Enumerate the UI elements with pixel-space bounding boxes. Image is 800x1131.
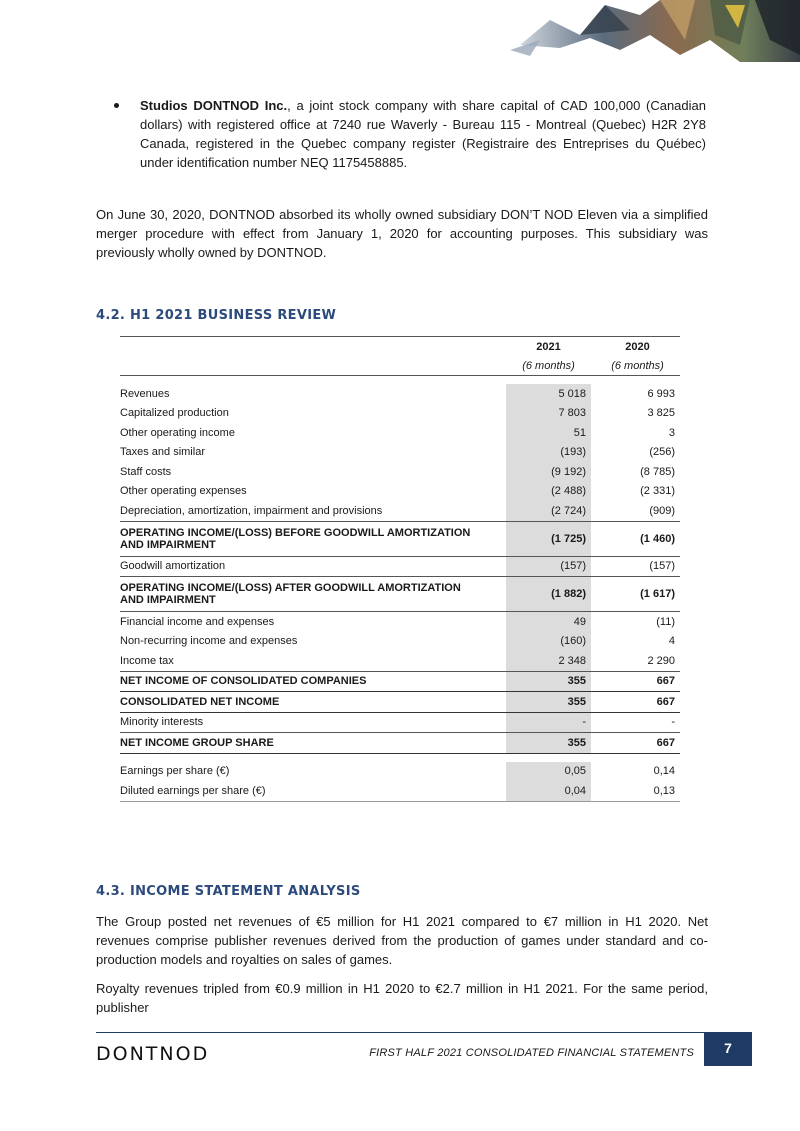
- table-row: Depreciation, amortization, impairment and provisions (2 724) (909): [120, 501, 680, 521]
- table-row: Non-recurring income and expenses (160) 4: [120, 632, 680, 652]
- dontnod-logo: DONTNOD: [96, 1043, 210, 1065]
- table-subheader-row: [120, 356, 680, 376]
- table-row: Financial income and expenses 49 (11): [120, 612, 680, 632]
- income-statement-table: [120, 336, 680, 802]
- table-row: Taxes and similar (193) (256): [120, 443, 680, 463]
- page-number: 7: [704, 1032, 752, 1066]
- royalty-paragraph: Royalty revenues tripled from €0.9 million in H1 2020 to €2.7 million in H1 2021. For the same period, publisher: [96, 981, 708, 1015]
- table-row: Other operating income 51 3: [120, 423, 680, 443]
- header-game-art-banner: [510, 0, 800, 62]
- section-title-income-statement-analysis: 4.3. INCOME STATEMENT ANALYSIS: [96, 884, 361, 899]
- table-row: Goodwill amortization (157) (157): [120, 556, 680, 577]
- table-row: Income tax 2 348 2 290: [120, 651, 680, 671]
- section-title-business-review: 4.2. H1 2021 BUSINESS REVIEW: [96, 308, 337, 323]
- table-row: Other operating expenses (2 488) (2 331): [120, 482, 680, 502]
- bullet-company-name: Studios DONTNOD Inc.: [140, 98, 288, 113]
- col-subheader-2021: (6 months): [506, 356, 591, 376]
- table-row: Diluted earnings per share (€) 0,04 0,13: [120, 781, 680, 801]
- merger-paragraph: On June 30, 2020, DONTNOD absorbed its wholly owned subsidiary DON’T NOD Eleven via a simplified merger procedure with effect from January 1, 2020 for accounting purposes. This subsidiary was previously wholly owned by DONTNOD.: [96, 207, 708, 260]
- table-row-total: NET INCOME GROUP SHARE 355 667: [120, 733, 680, 754]
- table-row: Earnings per share (€) 0,05 0,14: [120, 762, 680, 782]
- table-row: Minority interests - -: [120, 712, 680, 733]
- table-row-subtotal: OPERATING INCOME/(LOSS) BEFORE GOODWILL AMORTIZATION AND IMPAIRMENT (1 725) (1 460): [120, 521, 680, 556]
- table-row: Revenues 5 018 6 993: [120, 384, 680, 404]
- income-analysis-paragraph: The Group posted net revenues of €5 million for H1 2021 compared to €7 million in H1 2020. Net revenues comprise publisher revenues derived from the production of games under standard and co-production models and royalties on sales of games.: [96, 914, 708, 967]
- bullet-dot: [114, 103, 119, 108]
- subsidiary-bullet: [140, 96, 706, 172]
- bullet-description: , a joint stock company with share capital of CAD 100,000 (Canadian dollars) with registered office at 7240 rue Waverly - Bureau 115 - Montreal (Quebec) H2R 2Y8 Canada, registered in the Quebec company register (Registraire des Entreprises du Québec) under identification number NEQ 1175458885.: [140, 98, 706, 170]
- table-row: Capitalized production 7 803 3 825: [120, 404, 680, 424]
- table-row-total: NET INCOME OF CONSOLIDATED COMPANIES 355 667: [120, 671, 680, 692]
- table-row-subtotal: OPERATING INCOME/(LOSS) AFTER GOODWILL AMORTIZATION AND IMPAIRMENT (1 882) (1 617): [120, 577, 680, 612]
- col-header-2021: 2021: [506, 337, 591, 357]
- footer-document-title: FIRST HALF 2021 CONSOLIDATED FINANCIAL STATEMENTS: [369, 1047, 694, 1059]
- col-subheader-2020: (6 months): [611, 359, 664, 372]
- footer-divider: [96, 1032, 704, 1033]
- table-header-row: [120, 337, 680, 357]
- col-header-2020: 2020: [595, 337, 680, 357]
- table-row-total: CONSOLIDATED NET INCOME 355 667: [120, 692, 680, 713]
- table-row: Staff costs (9 192) (8 785): [120, 462, 680, 482]
